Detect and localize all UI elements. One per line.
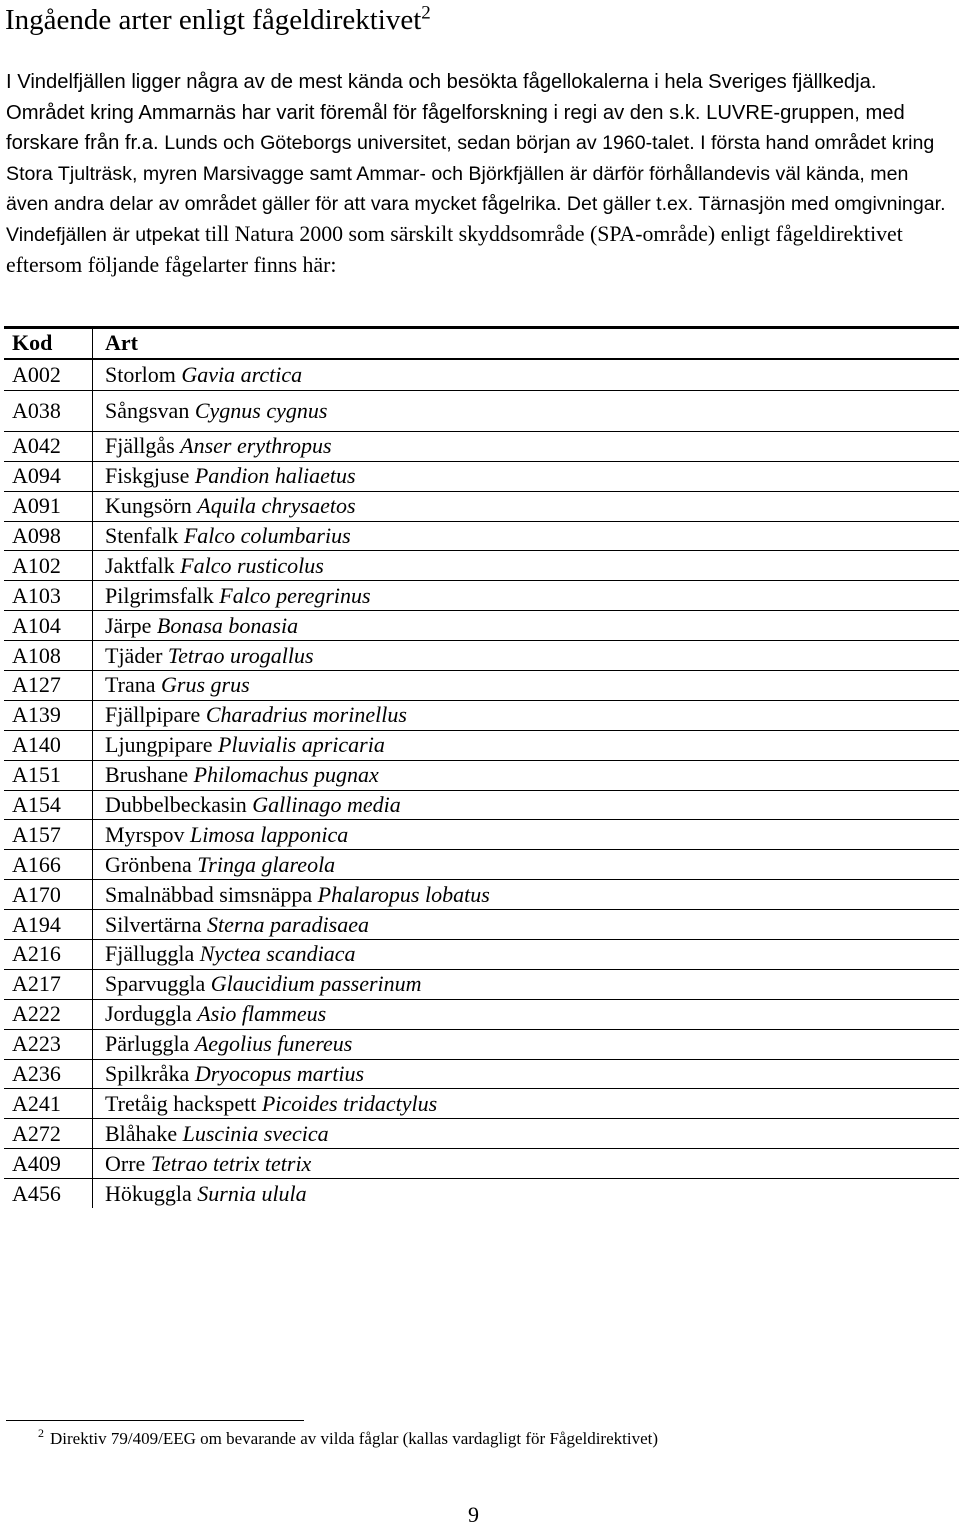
species-common-name: Fjällgås [105, 433, 175, 459]
table-row [4, 1029, 959, 1059]
species-latin-name: Dryocopus martius [194, 1061, 365, 1087]
table-row [4, 390, 959, 431]
species-latin-name: Tetrao tetrix tetrix [150, 1150, 312, 1176]
table-row [4, 820, 959, 850]
species-code: A222 [4, 999, 93, 1029]
table-row [4, 461, 959, 491]
species-name [93, 999, 960, 1029]
species-latin-name: Nyctea scandiaca [199, 941, 356, 967]
species-common-name: Orre [105, 1150, 146, 1176]
species-common-name: Stenfalk [105, 523, 179, 548]
species-common-name: Sångsvan [105, 397, 190, 423]
species-name [93, 1119, 960, 1149]
table-header-row [4, 328, 959, 359]
species-table-body [4, 359, 959, 1208]
species-name [93, 1179, 960, 1208]
species-common-name: Pärluggla [105, 1031, 190, 1057]
table-row [4, 611, 959, 641]
table-row [4, 880, 959, 910]
species-common-name: Pilgrimsfalk [105, 582, 214, 608]
species-name [93, 880, 960, 910]
column-header-code: Kod [4, 328, 93, 359]
species-name [93, 760, 960, 790]
table-row [4, 940, 959, 970]
species-common-name: Tjäder [105, 642, 163, 668]
species-latin-name: Asio flammeus [197, 1001, 327, 1027]
species-code: A194 [4, 910, 93, 940]
species-common-name: Brushane [105, 762, 189, 788]
species-common-name: Kungsörn [105, 493, 192, 519]
table-row [4, 1179, 959, 1208]
species-latin-name: Aquila chrysaetos [197, 493, 356, 519]
footnote-reference: 2 [421, 2, 431, 24]
table-row [4, 1149, 959, 1179]
column-header-art: Art [93, 328, 960, 359]
table-row [4, 910, 959, 940]
species-code: A236 [4, 1059, 93, 1089]
species-common-name: Myrspov [105, 821, 185, 847]
species-latin-name: Gavia arctica [181, 361, 303, 387]
species-common-name: Smalnäbbad simsnäppa [105, 881, 313, 907]
species-latin-name: Phalaropus lobatus [317, 881, 490, 907]
species-name [93, 730, 960, 760]
species-latin-name: Tetrao urogallus [167, 642, 314, 668]
species-latin-name: Aegolius funereus [194, 1031, 353, 1057]
species-latin-name: Glaucidium passerinum [210, 971, 422, 997]
footnote-separator [6, 1420, 304, 1421]
species-code: A091 [4, 491, 93, 521]
table-row [4, 999, 959, 1029]
species-common-name: Spilkråka [105, 1061, 190, 1087]
intro-text-part3: till Natura 2000 som särskilt skyddsområde (SPA-område) enligt fågeldirektivet eftersom följande fågelarter finns här: [6, 221, 903, 277]
species-code: A108 [4, 641, 93, 671]
species-code: A103 [4, 581, 93, 611]
table-row [4, 491, 959, 521]
species-name [93, 551, 960, 581]
species-code: A216 [4, 940, 93, 970]
species-latin-name: Grus grus [161, 672, 250, 698]
species-latin-name: Gallinago media [252, 792, 401, 818]
species-table [4, 326, 959, 1208]
table-row [4, 1089, 959, 1119]
species-code: A170 [4, 880, 93, 910]
intro-text-part2: Lunds och Göteborgs universitet, sedan början av 1960-talet. I första hand området kring Stora Tjulträsk, myren Marsivagge samt Ammar- och Björkfjällen är därför förhållandevis väl kända, men även andra delar av området gäller för att vara mycket fågelrika. Det gäller t.ex. Tärnasjön med omgivningar. Vindefjällen är utpekat [6, 132, 946, 246]
table-row [4, 671, 959, 701]
species-latin-name: Falco peregrinus [219, 582, 371, 608]
species-code: A217 [4, 969, 93, 999]
species-code: A104 [4, 611, 93, 641]
species-latin-name: Sterna paradisaea [207, 911, 369, 937]
species-code: A241 [4, 1089, 93, 1119]
species-code: A094 [4, 461, 93, 491]
species-common-name: Hökuggla [105, 1180, 192, 1206]
table-row [4, 760, 959, 790]
page-number: 9 [468, 1502, 479, 1527]
species-code: A038 [4, 390, 93, 431]
species-code: A102 [4, 551, 93, 581]
species-name [93, 1089, 960, 1119]
species-code: A409 [4, 1149, 93, 1179]
species-name [93, 820, 960, 850]
species-name [93, 431, 960, 461]
table-row [4, 700, 959, 730]
species-latin-name: Philomachus pugnax [193, 762, 379, 788]
species-common-name: Storlom [105, 361, 176, 387]
footnote [38, 1425, 659, 1450]
species-latin-name: Falco columbarius [183, 523, 351, 548]
species-common-name: Tretåig hackspett [105, 1090, 257, 1116]
species-latin-name: Bonasa bonasia [156, 612, 299, 638]
species-common-name: Sparvuggla [105, 971, 206, 997]
species-code: A154 [4, 790, 93, 820]
intro-text-part1: I Vindelfjällen ligger några av de mest kända och besökta fågellokalerna i hela Sveriges fjällkedja. Området kring Ammarnäs har varit föremål för fågelforskning i regi av den s.k. LUVRE-gruppen, med forskare från fr.a. [6, 71, 905, 155]
species-common-name: Jaktfalk [105, 552, 175, 578]
species-common-name: Grönbena [105, 851, 192, 877]
species-name [93, 390, 960, 431]
table-row [4, 1119, 959, 1149]
table-row [4, 521, 959, 551]
species-latin-name: Pandion haliaetus [194, 463, 356, 489]
species-name [93, 700, 960, 730]
species-code: A002 [4, 359, 93, 391]
species-name [93, 1149, 960, 1179]
species-name [93, 1059, 960, 1089]
species-name [93, 491, 960, 521]
intro-paragraph [6, 67, 956, 280]
species-code: A127 [4, 671, 93, 701]
species-latin-name: Limosa lapponica [189, 821, 349, 847]
species-name [93, 1029, 960, 1059]
species-name [93, 581, 960, 611]
species-code: A151 [4, 760, 93, 790]
species-name [93, 790, 960, 820]
table-row [4, 730, 959, 760]
table-row [4, 969, 959, 999]
species-code: A140 [4, 730, 93, 760]
species-latin-name: Cygnus cygnus [194, 397, 328, 423]
species-common-name: Blåhake [105, 1120, 178, 1146]
table-row [4, 431, 959, 461]
species-name [93, 969, 960, 999]
footnote-number: 2 [38, 1425, 44, 1440]
species-name [93, 611, 960, 641]
species-name [93, 910, 960, 940]
species-common-name: Ljungpipare [105, 732, 213, 758]
species-name [93, 940, 960, 970]
footnote-text: Direktiv 79/409/EEG om bevarande av vilda fåglar (kallas vardagligt för Fågeldirektivet) [50, 1429, 659, 1448]
species-name [93, 461, 960, 491]
species-common-name: Jorduggla [105, 1001, 192, 1027]
species-latin-name: Picoides tridactylus [261, 1090, 438, 1116]
table-row [4, 641, 959, 671]
section-heading [5, 2, 431, 38]
species-common-name: Fjälluggla [105, 941, 195, 967]
species-latin-name: Tringa glareola [197, 851, 336, 877]
table-row [4, 790, 959, 820]
species-common-name: Trana [105, 672, 156, 698]
table-row [4, 1059, 959, 1089]
heading-text: Ingående arter enligt fågeldirektivet [5, 4, 422, 36]
table-row [4, 551, 959, 581]
species-code: A139 [4, 700, 93, 730]
species-code: A272 [4, 1119, 93, 1149]
species-code: A098 [4, 521, 93, 551]
table-row [4, 850, 959, 880]
species-name [93, 641, 960, 671]
table-row [4, 581, 959, 611]
species-name [93, 671, 960, 701]
table-row [4, 359, 959, 391]
species-latin-name: Pluvialis apricaria [218, 732, 385, 758]
species-common-name: Dubbelbeckasin [105, 792, 247, 818]
species-common-name: Fiskgjuse [105, 463, 190, 489]
species-latin-name: Luscinia svecica [182, 1120, 329, 1146]
species-common-name: Järpe [105, 612, 152, 638]
species-latin-name: Charadrius morinellus [205, 702, 407, 728]
species-latin-name: Anser erythropus [180, 433, 332, 459]
species-code: A157 [4, 820, 93, 850]
species-common-name: Fjällpipare [105, 702, 201, 728]
species-code: A042 [4, 431, 93, 461]
species-common-name: Silvertärna [105, 911, 202, 937]
species-code: A166 [4, 850, 93, 880]
species-code: A223 [4, 1029, 93, 1059]
species-code: A456 [4, 1179, 93, 1208]
species-latin-name: Falco rusticolus [180, 552, 324, 578]
species-name [93, 359, 960, 391]
species-name [93, 850, 960, 880]
species-name [93, 521, 960, 551]
species-latin-name: Surnia ulula [197, 1180, 307, 1206]
